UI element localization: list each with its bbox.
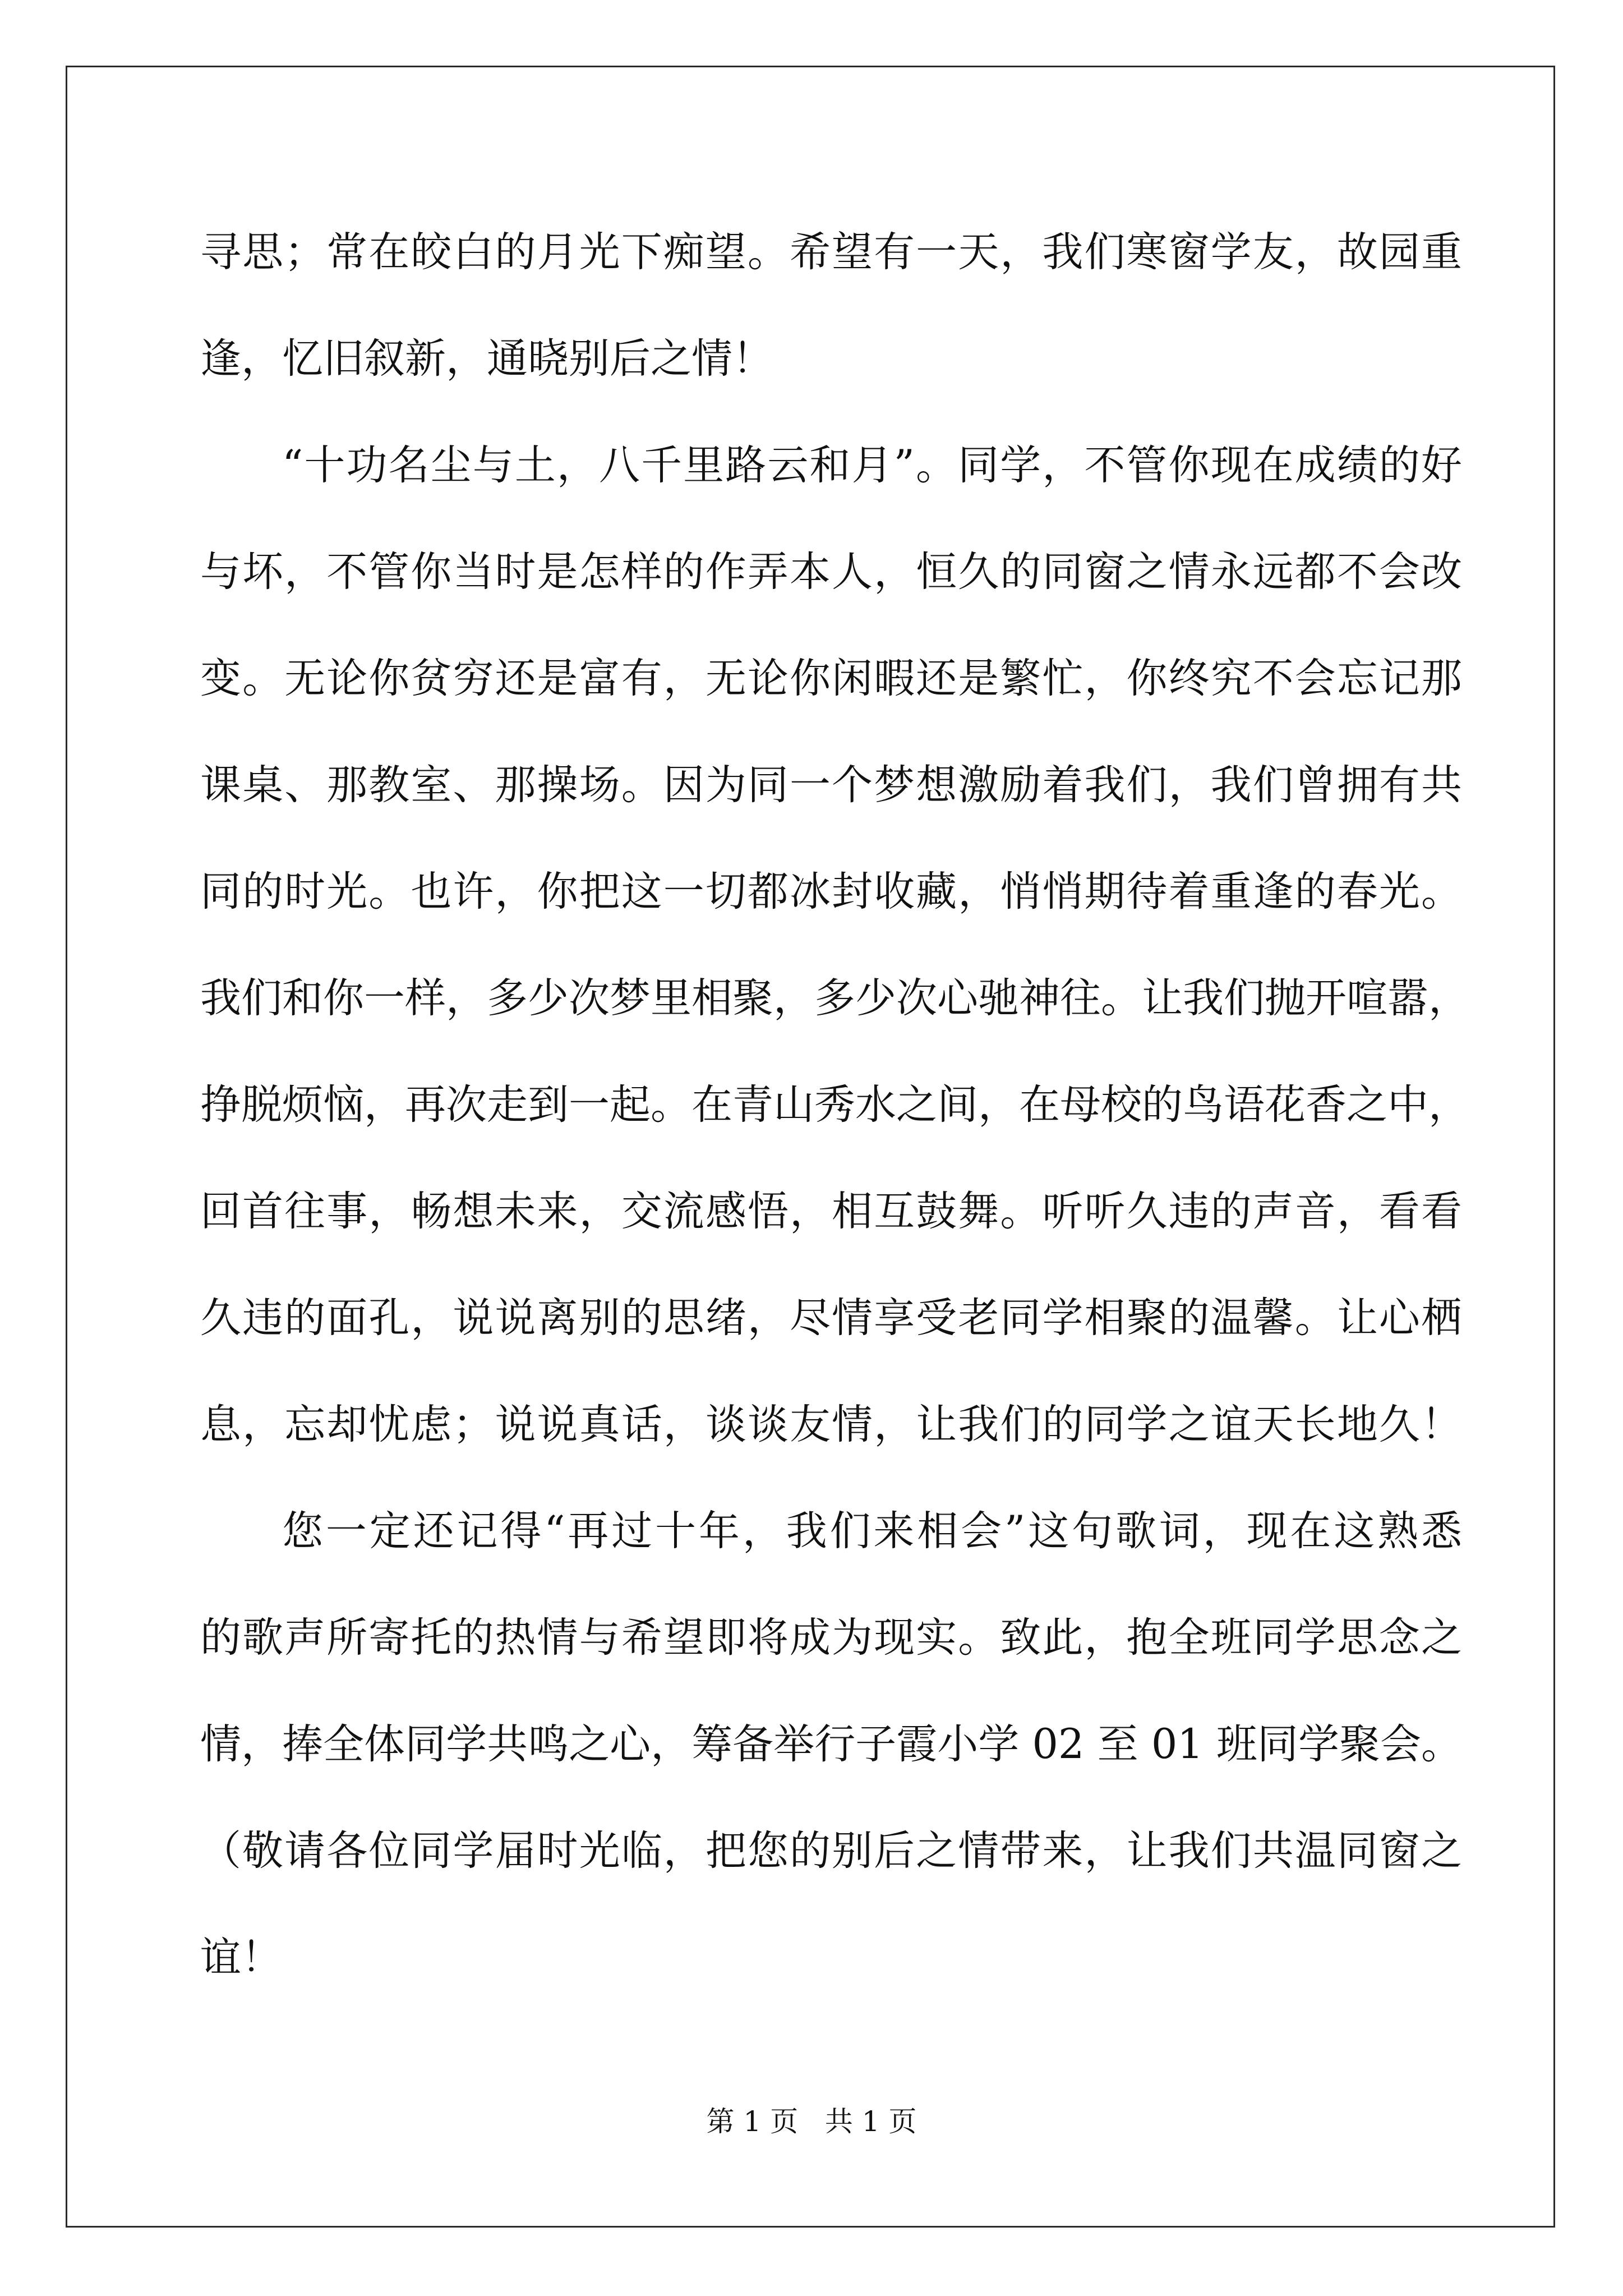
page-number-footer: 第 1 页 共 1 页	[706, 2105, 917, 2138]
text-line-9: 挣脱烦恼，再次走到一起。在青山秀水之间，在母校的鸟语花香之中，	[200, 1081, 1469, 1129]
text-line-14: 的歌声所寄托的热情与希望即将成为现实。致此，抱全班同学思念之	[200, 1614, 1462, 1662]
document-body	[200, 219, 1469, 2031]
text-line-11: 久违的面孔，说说离别的思绪，尽情享受老同学相聚的温馨。让心栖	[200, 1294, 1462, 1342]
text-line-17: 谊！	[200, 1934, 282, 1981]
text-line-4: 与坏，不管你当时是怎样的作弄本人，恒久的同窗之情永远都不会改	[200, 548, 1462, 596]
text-line-8: 我们和你一样，多少次梦里相聚，多少次心驰神往。让我们抛开喧嚣，	[200, 974, 1469, 1022]
text-line-1: 寻思；常在皎白的月光下痴望。希望有一天，我们寒窗学友，故园重	[200, 228, 1462, 276]
text-line-10: 回首往事，畅想未来，交流感悟，相互鼓舞。听听久违的声音，看看	[200, 1188, 1462, 1235]
text-line-6: 课桌、那教室、那操场。因为同一个梦想激励着我们，我们曾拥有共	[200, 761, 1462, 809]
text-line-12: 息，忘却忧虑；说说真话，谈谈友情，让我们的同学之谊天长地久！	[200, 1401, 1462, 1448]
text-line-3: “十功名尘与土，八千里路云和月”。同学，不管你现在成绩的好	[282, 441, 1462, 489]
text-line-2: 逢，忆旧叙新，通晓别后之情！	[200, 335, 773, 383]
text-line-16: （敬请各位同学届时光临，把您的别后之情带来，让我们共温同窗之	[200, 1827, 1462, 1875]
text-line-15: 情，捧全体同学共鸣之心，筹备举行子霞小学 02 至 01 班同学聚会。	[200, 1720, 1462, 1768]
text-line-13: 您一定还记得“再过十年，我们来相会”这句歌词，现在这熟悉	[282, 1507, 1462, 1555]
text-line-5: 变。无论你贫穷还是富有，无论你闲暇还是繁忙，你终究不会忘记那	[200, 655, 1462, 702]
text-line-7: 同的时光。也许，你把这一切都冰封收藏，悄悄期待着重逢的春光。	[200, 868, 1462, 915]
